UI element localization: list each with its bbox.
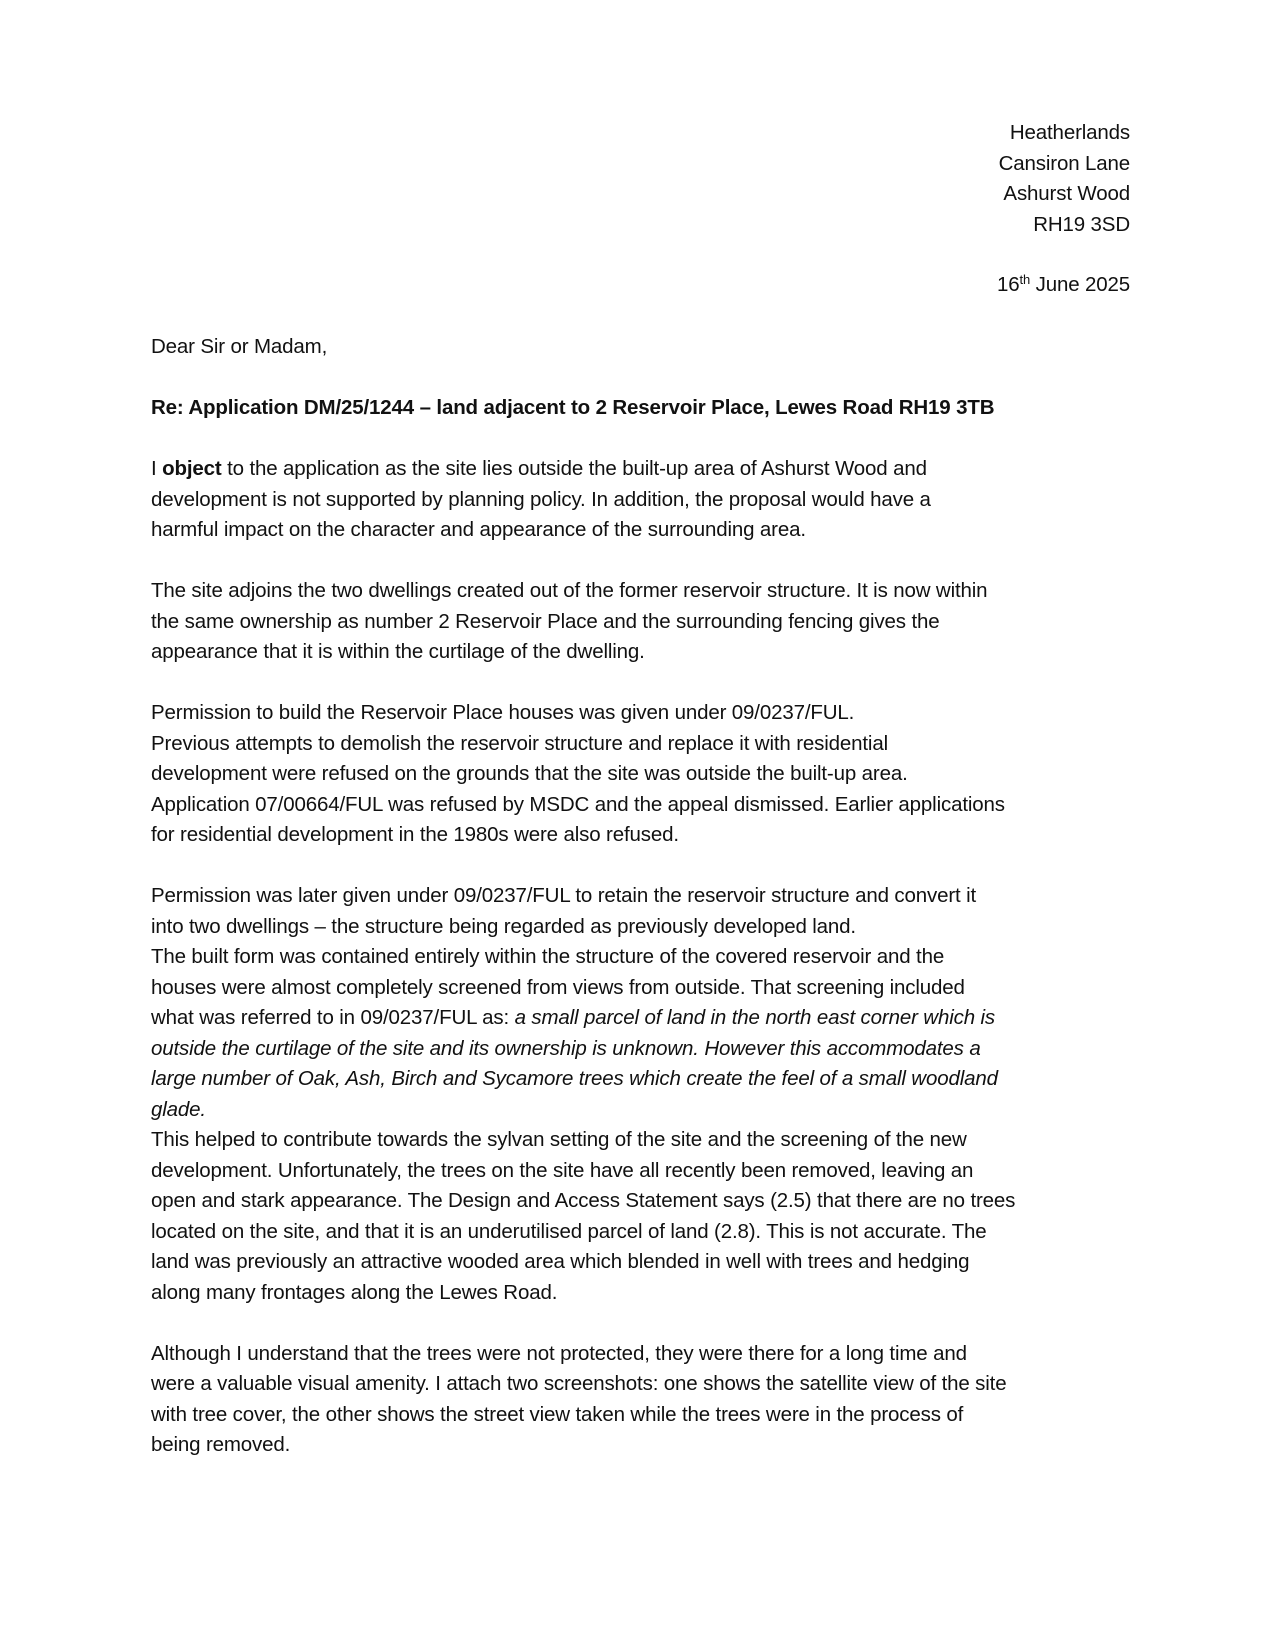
text-line (151, 637, 1151, 668)
text-line (151, 1247, 1151, 1278)
quoted-text: glade. (151, 1097, 206, 1121)
text-line (151, 607, 1151, 638)
text-line (151, 1430, 1151, 1461)
text-line (151, 1369, 1151, 1400)
sender-address (999, 118, 1130, 240)
text-line (151, 454, 1151, 485)
text-segment: I (151, 457, 163, 480)
text-line (151, 881, 1151, 912)
text-segment: harmful impact on the character and appearance of the surrounding area. (151, 518, 806, 541)
text-line (151, 1217, 1151, 1248)
text-line (151, 790, 1151, 821)
text-line (151, 942, 1151, 973)
subject-line: Re: Application DM/25/1244 – land adjacent to 2 Reservoir Place, Lewes Road RH19 3TB (151, 396, 995, 419)
address-line: Ashurst Wood (1003, 182, 1130, 205)
text-segment: This helped to contribute towards the sylvan setting of the site and the screening of the new (151, 1128, 967, 1151)
text-line (151, 1095, 1151, 1126)
text-line (151, 485, 1151, 516)
text-segment: land was previously an attractive wooded area which blended in well with trees and hedging (151, 1250, 970, 1273)
text-segment: to the application as the site lies outside the built-up area of Ashurst Wood and (221, 457, 927, 480)
text-segment: located on the site, and that it is an underutilised parcel of land (2.8). This is not accurate. The (151, 1219, 987, 1243)
text-segment: Permission was later given under 09/0237/FUL to retain the reservoir structure and convert it (151, 884, 977, 907)
text-segment: development. Unfortunately, the trees on the site have all recently been removed, leaving an (151, 1158, 974, 1182)
address-line: RH19 3SD (1033, 212, 1130, 236)
text-segment: development were refused on the grounds that the site was outside the built-up area. (151, 762, 908, 785)
text-line (151, 820, 1151, 851)
text-line (151, 1156, 1151, 1187)
text-line (151, 1003, 1151, 1034)
letter-body (151, 332, 1151, 1491)
address-line: Heatherlands (1009, 121, 1130, 144)
address-line: Cansiron Lane (998, 151, 1130, 175)
text-segment: The built form was contained entirely within the structure of the covered reservoir and the (151, 945, 945, 968)
quoted-text: a small parcel of land in the north east corner which is (514, 1006, 996, 1029)
bold-text: object (162, 457, 222, 480)
text-line (151, 1400, 1151, 1431)
text-line (151, 1064, 1151, 1095)
text-segment: the same ownership as number 2 Reservoir Place and the surrounding fencing gives the (151, 609, 940, 633)
text-segment: along many frontages along the Lewes Road. (151, 1280, 558, 1304)
paragraph (151, 698, 1151, 851)
text-segment: appearance that it is within the curtilage of the dwelling. (151, 640, 645, 663)
letter-date (997, 270, 1130, 300)
date-month-year: June 2025 (1030, 273, 1130, 296)
paragraph (151, 576, 1151, 668)
text-segment: houses were almost completely screened from views from outside. That screening included (151, 975, 965, 999)
paragraph (151, 1339, 1151, 1461)
date-suffix: th (1019, 272, 1031, 287)
text-segment: Application 07/00664/FUL was refused by MSDC and the appeal dismissed. Earlier applications (151, 792, 1005, 816)
text-line (151, 759, 1151, 790)
text-segment: open and stark appearance. The Design and Access Statement says (2.5) that there are no trees (151, 1189, 1016, 1212)
text-line (151, 1186, 1151, 1217)
text-segment: Permission to build the Reservoir Place houses was given under 09/0237/FUL. (151, 701, 855, 724)
text-segment: with tree cover, the other shows the street view taken while the trees were in the process of (151, 1402, 964, 1426)
text-segment: for residential development in the 1980s were also refused. (151, 823, 679, 846)
text-line (151, 1278, 1151, 1309)
text-line (151, 698, 1151, 729)
text-line (151, 1339, 1151, 1370)
text-segment: Previous attempts to demolish the reservoir structure and replace it with residential (151, 731, 888, 755)
paragraph (151, 881, 1151, 1308)
letter-paragraphs (151, 454, 1151, 1461)
text-line (151, 1034, 1151, 1065)
text-segment: into two dwellings – the structure being regarded as previously developed land. (151, 914, 856, 938)
text-segment: what was referred to in 09/0237/FUL as: (151, 1006, 515, 1029)
quoted-text: outside the curtilage of the site and its ownership is unknown. However this accommodates a (151, 1036, 981, 1060)
text-segment: Although I understand that the trees were not protected, they were there for a long time and (151, 1341, 967, 1365)
text-line (151, 1125, 1151, 1156)
text-line (151, 729, 1151, 760)
salutation: Dear Sir or Madam, (151, 335, 328, 358)
text-segment: were a valuable visual amenity. I attach two screenshots: one shows the satellite view of the site (151, 1372, 1007, 1395)
paragraph (151, 454, 1151, 546)
text-segment: being removed. (151, 1433, 291, 1456)
text-line (151, 515, 1151, 546)
text-segment: The site adjoins the two dwellings created out of the former reservoir structure. It is now within (151, 579, 988, 602)
text-line (151, 576, 1151, 607)
quoted-text: large number of Oak, Ash, Birch and Sycamore trees which create the feel of a small woodland (151, 1067, 998, 1090)
date-day: 16 (996, 273, 1020, 296)
text-line (151, 973, 1151, 1004)
text-segment: development is not supported by planning policy. In addition, the proposal would have a (151, 487, 931, 511)
text-line (151, 912, 1151, 943)
